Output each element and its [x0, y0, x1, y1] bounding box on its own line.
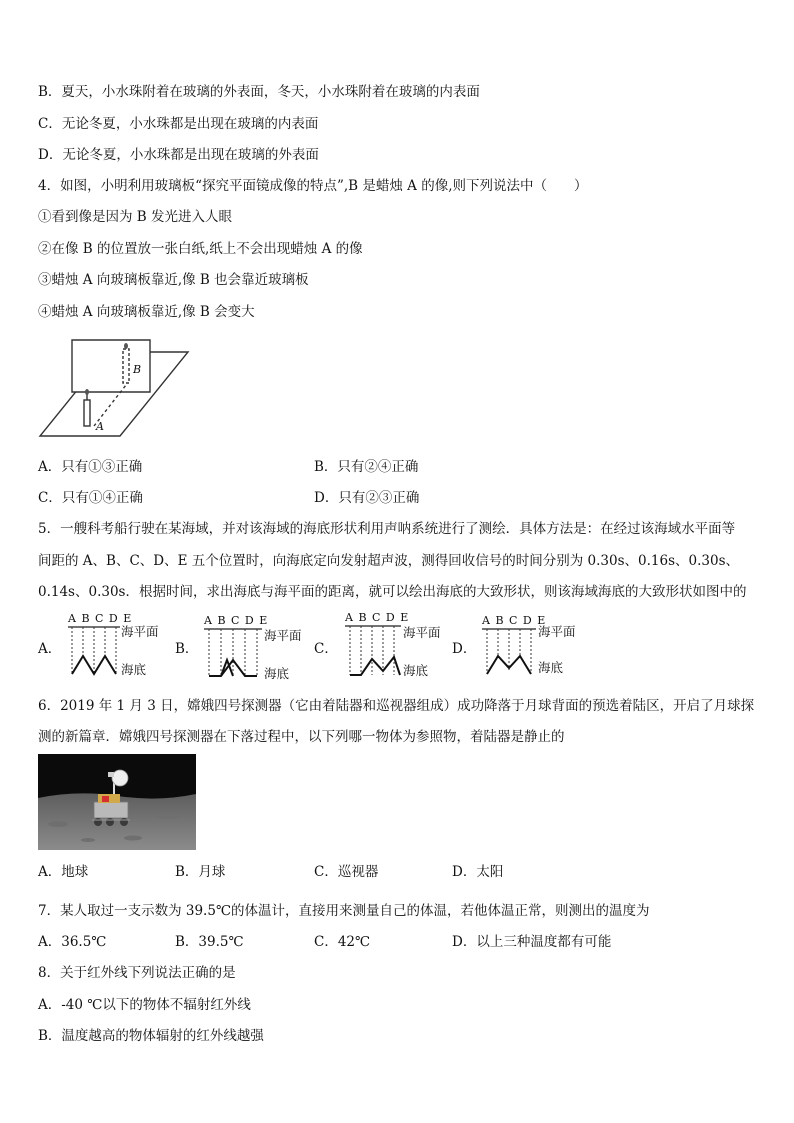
q5-a-points: A B C D E [68, 612, 133, 625]
q8-stem: 8．关于红外线下列说法正确的是 [38, 965, 236, 981]
q5-d-points: A B C D E [482, 614, 547, 627]
q5-option-d: D． [452, 641, 477, 657]
q3-option-c: C．无论冬夏，小水珠都是出现在玻璃的内表面 [38, 116, 319, 132]
q5-diagram-a [66, 612, 176, 682]
q5-d-sea-level: 海平面 [538, 624, 576, 639]
q7-option-b: B．39.5℃ [175, 934, 244, 950]
q4-mirror-figure [36, 330, 196, 440]
q5-diagram-b [202, 614, 312, 684]
q4-statement-2: ②在像 B 的位置放一张白纸,纸上不会出现蜡烛 A 的像 [38, 241, 363, 257]
q4-option-a: A．只有①③正确 [38, 459, 143, 475]
q8-option-b: B．温度越高的物体辐射的红外线越强 [38, 1028, 264, 1044]
q4-option-c: C．只有①④正确 [38, 490, 143, 506]
q5-c-points: A B C D E [345, 611, 410, 624]
q7-option-c: C．42℃ [314, 934, 371, 950]
q6-option-c: C．巡视器 [314, 864, 379, 880]
q5-c-sea-floor: 海底 [403, 663, 429, 678]
q4-statement-3: ③蜡烛 A 向玻璃板靠近,像 B 也会靠近玻璃板 [38, 272, 309, 288]
q5-d-sea-floor: 海底 [538, 660, 564, 675]
q6-option-b: B．月球 [175, 864, 226, 880]
q3-option-d: D．无论冬夏，小水珠都是出现在玻璃的外表面 [38, 147, 319, 163]
q4-stem: 4．如图，小明利用玻璃板“探究平面镜成像的特点”,B 是蜡烛 A 的像,则下列说法中（ ） [38, 178, 588, 194]
q3-option-b: B．夏天，小水珠附着在玻璃的外表面，冬天，小水珠附着在玻璃的内表面 [38, 84, 480, 100]
q5-option-c: C． [314, 641, 338, 657]
q5-a-sea-level: 海平面 [121, 624, 159, 639]
q5-b-sea-floor: 海底 [264, 666, 290, 681]
q7-option-a: A．36.5℃ [38, 934, 107, 950]
q5-b-sea-level: 海平面 [264, 628, 302, 643]
q8-option-a: A．-40 ℃以下的物体不辐射红外线 [38, 997, 251, 1013]
q4-figure-label-a: A [96, 420, 104, 433]
q6-option-d: D．太阳 [452, 864, 504, 880]
q5-option-a: A． [38, 641, 62, 657]
q5-diagram-c [343, 611, 453, 683]
q6-lunar-photo [38, 754, 196, 850]
q5-stem-line-3: 0.14s、0.30s．根据时间，求出海底与海平面的距离，就可以绘出海底的大致形状，则该海域海底的大致形状如图中的 [38, 584, 747, 600]
q6-stem-line-1: 6．2019 年 1 月 3 日，嫦娥四号探测器（它由着陆器和巡视器组成）成功降落于月球背面的预选着陆区，开启了月球探 [38, 698, 755, 714]
q5-stem-line-2: 间距的 A、B、C、D、E 五个位置时，向海底定向发射超声波，测得回收信号的时间分别为 0.30s、0.16s、0.30s、 [38, 553, 740, 569]
q4-option-b: B．只有②④正确 [314, 459, 419, 475]
q5-diagram-d [480, 614, 590, 684]
q4-option-d: D．只有②③正确 [314, 490, 420, 506]
q5-option-b: B． [175, 641, 199, 657]
q4-statement-1: ①看到像是因为 B 发光进入人眼 [38, 209, 233, 225]
q5-b-points: A B C D E [204, 614, 269, 627]
q7-option-d: D．以上三种温度都有可能 [452, 934, 612, 950]
q7-stem: 7．某人取过一支示数为 39.5℃的体温计，直接用来测量自己的体温，若他体温正常，则测出的温度为 [38, 903, 650, 919]
q6-stem-line-2: 测的新篇章．嫦娥四号探测器在下落过程中，以下列哪一物体为参照物，着陆器是静止的 [38, 729, 565, 745]
q5-a-sea-floor: 海底 [121, 662, 147, 677]
q5-stem-line-1: 5．一艘科考船行驶在某海域，并对该海域的海底形状利用声呐系统进行了测绘．具体方法是：在经过该海域水平面等 [38, 521, 736, 537]
q6-option-a: A．地球 [38, 864, 89, 880]
q5-c-sea-level: 海平面 [403, 625, 441, 640]
q4-statement-4: ④蜡烛 A 向玻璃板靠近,像 B 会变大 [38, 304, 255, 320]
q4-figure-label-b: B [133, 363, 142, 376]
